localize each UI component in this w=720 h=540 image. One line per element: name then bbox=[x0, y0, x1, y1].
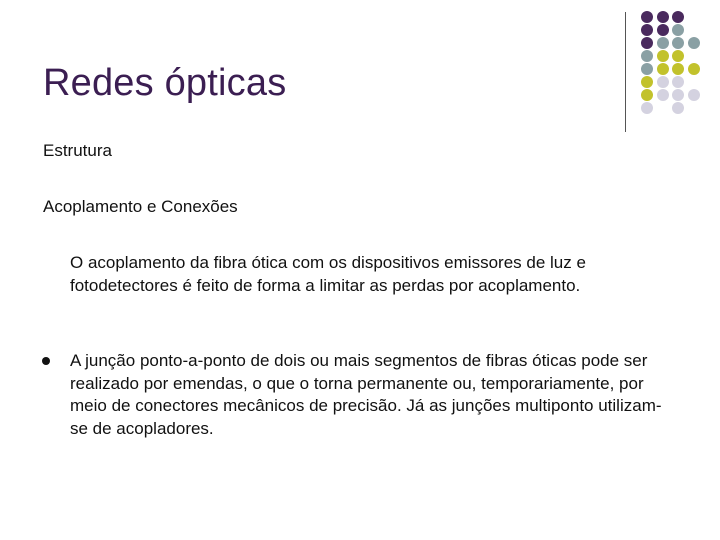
decor-dot bbox=[641, 37, 653, 49]
decor-dot bbox=[657, 89, 669, 101]
decor-dot bbox=[657, 37, 669, 49]
decor-dot bbox=[672, 50, 684, 62]
decor-dot bbox=[688, 89, 700, 101]
decor-dot bbox=[657, 76, 669, 88]
decor-dot bbox=[657, 50, 669, 62]
decor-dot bbox=[672, 102, 684, 114]
paragraph-acoplamento: O acoplamento da fibra ótica com os dispositivos emissores de luz e fotodetectores é feito de forma a limitar as perdas por acoplamento. bbox=[70, 253, 586, 295]
decor-dot bbox=[672, 37, 684, 49]
decor-dot bbox=[641, 102, 653, 114]
decor-divider-line bbox=[625, 12, 626, 132]
decor-dot bbox=[672, 63, 684, 75]
decor-dot bbox=[672, 24, 684, 36]
decor-dot bbox=[688, 37, 700, 49]
decor-dot bbox=[672, 76, 684, 88]
heading-estrutura: Estrutura bbox=[43, 141, 112, 160]
decor-dot bbox=[641, 50, 653, 62]
decor-dot bbox=[641, 89, 653, 101]
decor-dot bbox=[657, 63, 669, 75]
bullet-icon bbox=[42, 357, 50, 365]
decor-dot bbox=[641, 63, 653, 75]
heading-acoplamento: Acoplamento e Conexões bbox=[43, 197, 238, 216]
decor-dot bbox=[688, 63, 700, 75]
decor-dot bbox=[641, 76, 653, 88]
decor-dot bbox=[672, 11, 684, 23]
decor-dot-grid bbox=[641, 11, 720, 121]
bullet-text-juncao: A junção ponto-a-ponto de dois ou mais segmentos de fibras óticas pode ser realizado por emendas, o que o torna permanente ou, temporariamente, por meio de conectores mecânicos de precisão. Já as junções multiponto utilizam-se de acopladores. bbox=[70, 351, 662, 438]
decor-dot bbox=[641, 11, 653, 23]
decor-dot bbox=[657, 11, 669, 23]
decor-dot bbox=[641, 24, 653, 36]
decor-dot bbox=[672, 89, 684, 101]
slide-title: Redes ópticas bbox=[43, 62, 287, 104]
decor-dot bbox=[657, 24, 669, 36]
